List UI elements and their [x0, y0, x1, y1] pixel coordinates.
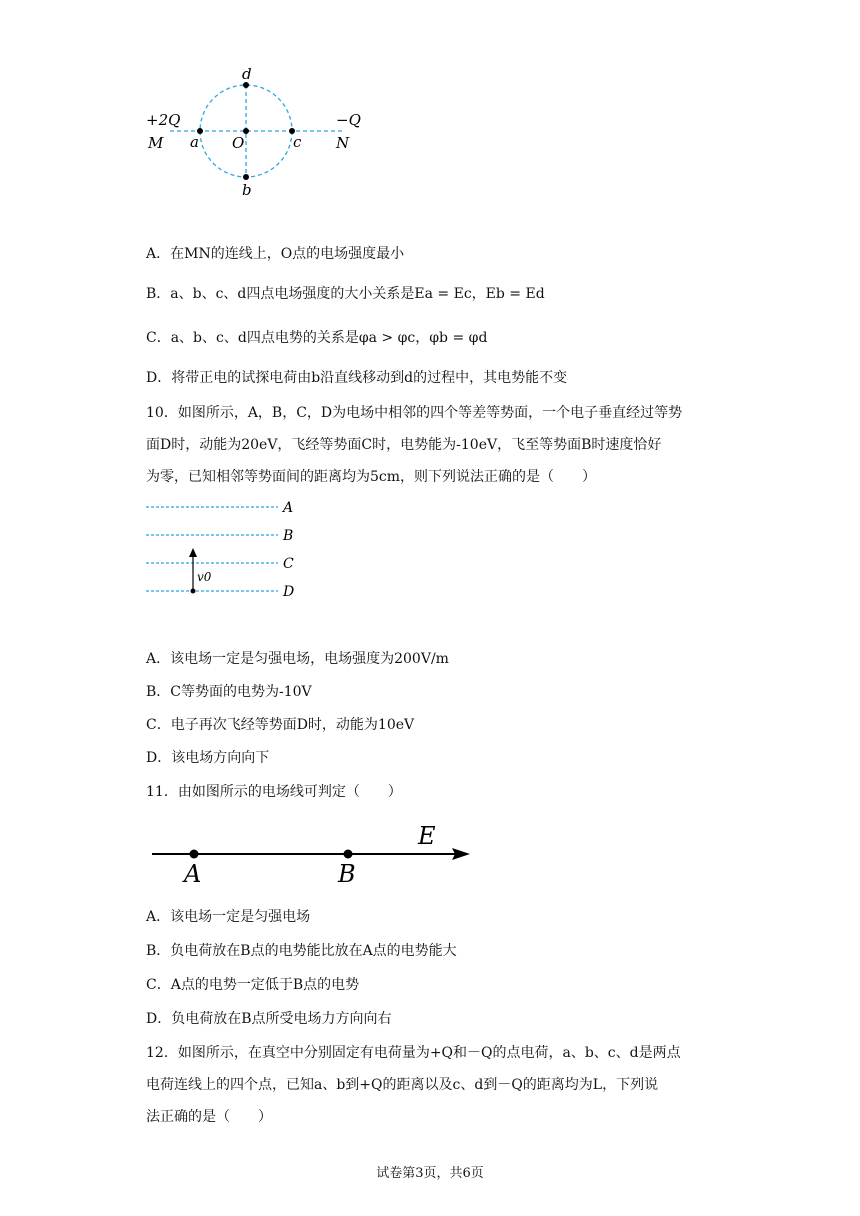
q10-label-B: B — [283, 528, 294, 544]
q9-option-d: D．将带正电的试探电荷由b沿直线移动到d的过程中，其电势能不变 — [146, 370, 568, 386]
q10-stem-line-2: 面D时，动能为20eV，飞经等势面C时，电势能为-10eV，飞至等势面B时速度恰好 — [146, 437, 662, 453]
q9-figure — [140, 64, 380, 204]
q10-label-D: D — [283, 584, 295, 600]
q10-option-c: C．电子再次飞经等势面D时，动能为10eV — [146, 717, 415, 733]
q12-stem-line-2: 电荷连线上的四个点，已知a、b到+Q的距离以及c、d到－Q的距离均为L，下列说 — [146, 1077, 659, 1093]
q10-label-v0: v0 — [197, 570, 212, 584]
page-footer: 试卷第3页，共6页 — [376, 1166, 484, 1181]
q12-stem-line-1: 12．如图所示，在真空中分别固定有电荷量为+Q和－Q的点电荷，a、b、c、d是两点 — [146, 1045, 681, 1061]
q10-arrow-head — [189, 548, 197, 557]
q9-label-N: N — [336, 134, 350, 152]
q9-label-d: d — [242, 65, 252, 83]
q11-option-b: B．负电荷放在B点的电势能比放在A点的电势能大 — [146, 943, 457, 959]
q9-label-M: M — [148, 134, 164, 152]
q9-label-O: O — [232, 134, 245, 152]
q9-label-right-charge: −Q — [336, 111, 361, 129]
q9-label-left-charge: +2Q — [146, 111, 181, 129]
q11-point-B — [344, 850, 353, 859]
q10-stem-line-3: 为零，已知相邻等势面间的距离均为5cm，则下列说法正确的是（ ） — [146, 469, 597, 485]
q10-option-a: A．该电场一定是匀强电场，电场强度为200V/m — [146, 651, 449, 667]
q11-point-A — [190, 850, 199, 859]
q11-option-d: D．负电荷放在B点所受电场力方向向右 — [146, 1011, 392, 1027]
q9-option-b: B．a、b、c、d四点电场强度的大小关系是Ea = Ec，Eb = Ed — [146, 286, 545, 302]
q9-option-a: A．在MN的连线上，O点的电场强度最小 — [146, 246, 405, 262]
q9-label-c: c — [293, 133, 302, 151]
q9-label-a: a — [190, 133, 199, 151]
q11-label-E: E — [418, 822, 436, 850]
q10-stem-line-1: 10．如图所示，A，B，C，D为电场中相邻的四个等差等势面，一个电子垂直经过等势 — [146, 405, 683, 421]
q10-option-d: D．该电场方向向下 — [146, 750, 270, 766]
q11-option-c: C．A点的电势一定低于B点的电势 — [146, 977, 360, 993]
q9-label-b: b — [242, 181, 252, 199]
q11-figure — [146, 818, 476, 888]
q10-label-C: C — [283, 556, 294, 572]
q12-stem-line-3: 法正确的是（ ） — [146, 1109, 272, 1125]
q11-option-a: A．该电场一定是匀强电场 — [146, 909, 311, 925]
q9-option-c: C．a、b、c、d四点电势的关系是φa > φc，φb = φd — [146, 330, 488, 346]
q11-stem: 11．由如图所示的电场线可判定（ ） — [146, 784, 402, 800]
q11-label-B: B — [338, 860, 356, 888]
q10-label-A: A — [283, 500, 294, 516]
q9-point-b — [243, 174, 249, 180]
q10-electron — [191, 589, 196, 594]
q11-label-A: A — [184, 860, 202, 888]
q10-figure — [140, 494, 310, 604]
q10-option-b: B．C等势面的电势为-10V — [146, 684, 312, 700]
